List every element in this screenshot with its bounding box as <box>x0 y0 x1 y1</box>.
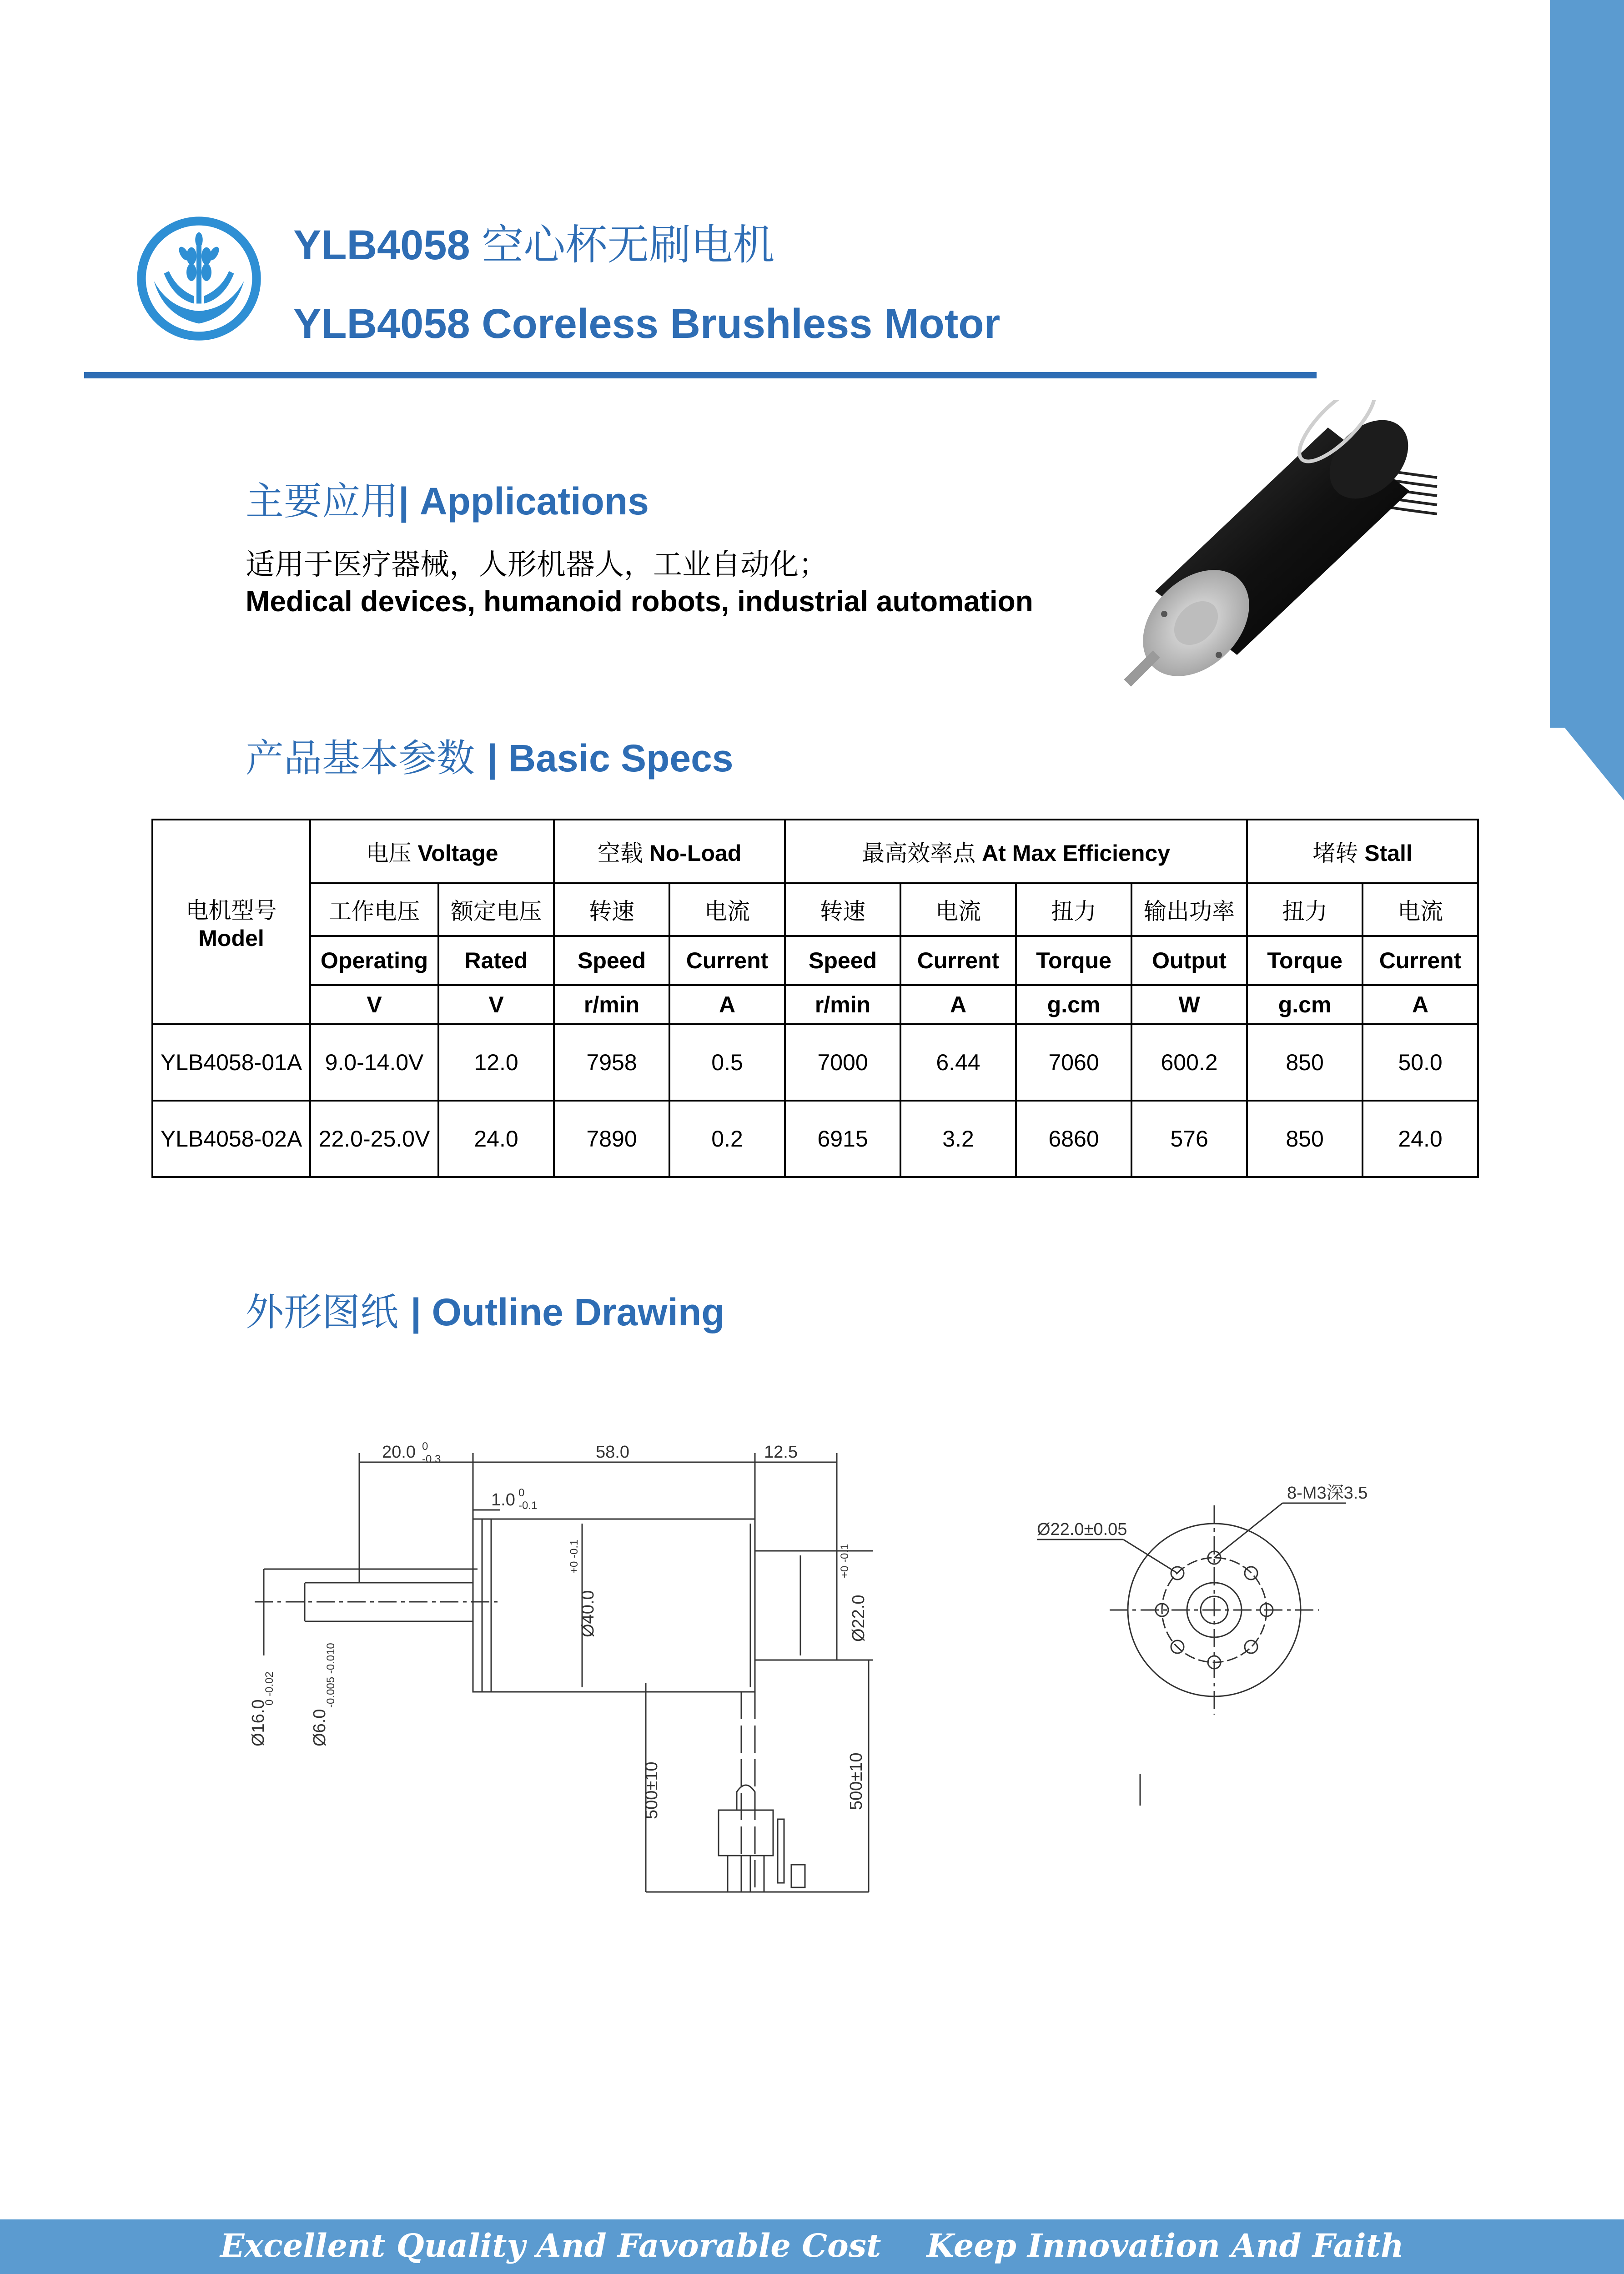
value-cell: 0.5 <box>669 1024 785 1101</box>
col-cn: 额定电压 <box>438 883 554 936</box>
dim-rear-len: 12.5 <box>764 1443 798 1462</box>
model-header: 电机型号 Model <box>152 820 310 1024</box>
col-en: Speed <box>785 936 900 985</box>
dim-body-dia: Ø40.0 <box>578 1590 598 1637</box>
dim-rear-dia: Ø22.0 <box>849 1595 868 1642</box>
value-cell: 24.0 <box>1363 1101 1478 1177</box>
group-stall: 堵转 Stall <box>1247 820 1478 883</box>
model-cell: YLB4058-02A <box>152 1101 310 1177</box>
group-voltage: 电压 Voltage <box>310 820 554 883</box>
col-en: Torque <box>1016 936 1131 985</box>
value-cell: 850 <box>1247 1024 1363 1101</box>
footer-slogan-1: Excellent Quality And Favorable Cost <box>220 2227 881 2264</box>
col-cn: 电流 <box>669 883 785 936</box>
col-cn: 电流 <box>900 883 1016 936</box>
dim-pcd: Ø22.0±0.05 <box>1037 1520 1127 1539</box>
model-cell: YLB4058-01A <box>152 1024 310 1101</box>
table-row <box>152 1024 1478 1101</box>
outline-drawing <box>246 1428 1383 1928</box>
col-en: Torque <box>1247 936 1363 985</box>
col-unit: V <box>438 985 554 1024</box>
col-en: Output <box>1131 936 1247 985</box>
applications-heading: 主要应用| Applications <box>246 479 649 523</box>
col-en: Rated <box>438 936 554 985</box>
dim-shaft-dia: Ø6.0 <box>310 1709 329 1746</box>
spec-table <box>151 819 1479 1178</box>
col-unit: W <box>1131 985 1247 1024</box>
value-cell: 9.0-14.0V <box>310 1024 438 1101</box>
dim-boss-dia: Ø16.0 <box>249 1699 268 1746</box>
value-cell: 12.0 <box>438 1024 554 1101</box>
col-unit: A <box>669 985 785 1024</box>
end-view <box>1037 1484 1368 1806</box>
col-unit: g.cm <box>1247 985 1363 1024</box>
value-cell: 6915 <box>785 1101 900 1177</box>
outline-heading: 外形图纸 | Outline Drawing <box>246 1290 725 1334</box>
value-cell: 576 <box>1131 1101 1247 1177</box>
applications-text-en: Medical devices, humanoid robots, industrial automation <box>246 585 1033 618</box>
applications-text-cn: 适用于医疗器械，人形机器人，工业自动化； <box>246 548 828 582</box>
svg-text:-0.005 -0.010: -0.005 -0.010 <box>325 1643 337 1708</box>
col-unit: V <box>310 985 438 1024</box>
col-en: Current <box>1363 936 1478 985</box>
col-cn: 输出功率 <box>1131 883 1247 936</box>
footer-slogans <box>0 2227 1624 2264</box>
col-en: Operating <box>310 936 438 985</box>
col-cn: 扭力 <box>1247 883 1363 936</box>
col-unit: r/min <box>554 985 669 1024</box>
value-cell: 24.0 <box>438 1101 554 1177</box>
col-unit: r/min <box>785 985 900 1024</box>
motor-photo <box>1082 400 1455 737</box>
col-en: Current <box>900 936 1016 985</box>
col-cn: 转速 <box>785 883 900 936</box>
specs-heading: 产品基本参数 | Basic Specs <box>246 736 734 780</box>
col-en: Current <box>669 936 785 985</box>
dim-body-len: 58.0 <box>596 1443 629 1462</box>
col-unit: A <box>1363 985 1478 1024</box>
col-unit: g.cm <box>1016 985 1131 1024</box>
dim-step: 1.0 <box>491 1490 515 1509</box>
svg-text:+0 -0.1: +0 -0.1 <box>568 1539 580 1574</box>
dim-holes: 8-M3深3.5 <box>1287 1484 1368 1503</box>
value-cell: 6860 <box>1016 1101 1131 1177</box>
value-cell: 6.44 <box>900 1024 1016 1101</box>
side-view <box>249 1440 873 1892</box>
svg-text:+0 -0.1: +0 -0.1 <box>839 1544 851 1578</box>
value-cell: 600.2 <box>1131 1024 1247 1101</box>
svg-text:-0.3: -0.3 <box>422 1453 441 1465</box>
value-cell: 3.2 <box>900 1101 1016 1177</box>
value-cell: 22.0-25.0V <box>310 1101 438 1177</box>
title-chinese: YLB4058 空心杯无刷电机 <box>293 221 775 269</box>
dim-lead-1: 500±10 <box>642 1761 661 1819</box>
col-cn: 工作电压 <box>310 883 438 936</box>
value-cell: 7000 <box>785 1024 900 1101</box>
col-unit: A <box>900 985 1016 1024</box>
side-band-tail <box>1550 709 1624 800</box>
svg-text:0: 0 <box>422 1440 428 1453</box>
col-en: Speed <box>554 936 669 985</box>
side-band <box>1550 0 1624 728</box>
value-cell: 7958 <box>554 1024 669 1101</box>
table-row <box>152 1101 1478 1177</box>
value-cell: 50.0 <box>1363 1024 1478 1101</box>
value-cell: 7060 <box>1016 1024 1131 1101</box>
svg-text:-0.1: -0.1 <box>518 1499 538 1512</box>
company-logo <box>136 216 261 341</box>
col-cn: 电流 <box>1363 883 1478 936</box>
value-cell: 0.2 <box>669 1101 785 1177</box>
col-cn: 扭力 <box>1016 883 1131 936</box>
svg-text:0 -0.02: 0 -0.02 <box>263 1671 276 1706</box>
title-english: YLB4058 Coreless Brushless Motor <box>293 301 1001 347</box>
footer-slogan-2: Keep Innovation And Faith <box>926 2227 1404 2264</box>
value-cell: 850 <box>1247 1101 1363 1177</box>
value-cell: 7890 <box>554 1101 669 1177</box>
group-maxeff: 最高效率点 At Max Efficiency <box>785 820 1247 883</box>
title-divider <box>84 372 1317 378</box>
svg-text:0: 0 <box>518 1487 525 1499</box>
dim-shaft-len: 20.0 <box>382 1443 416 1462</box>
col-cn: 转速 <box>554 883 669 936</box>
group-noload: 空载 No-Load <box>554 820 785 883</box>
dim-lead-2: 500±10 <box>847 1752 866 1810</box>
